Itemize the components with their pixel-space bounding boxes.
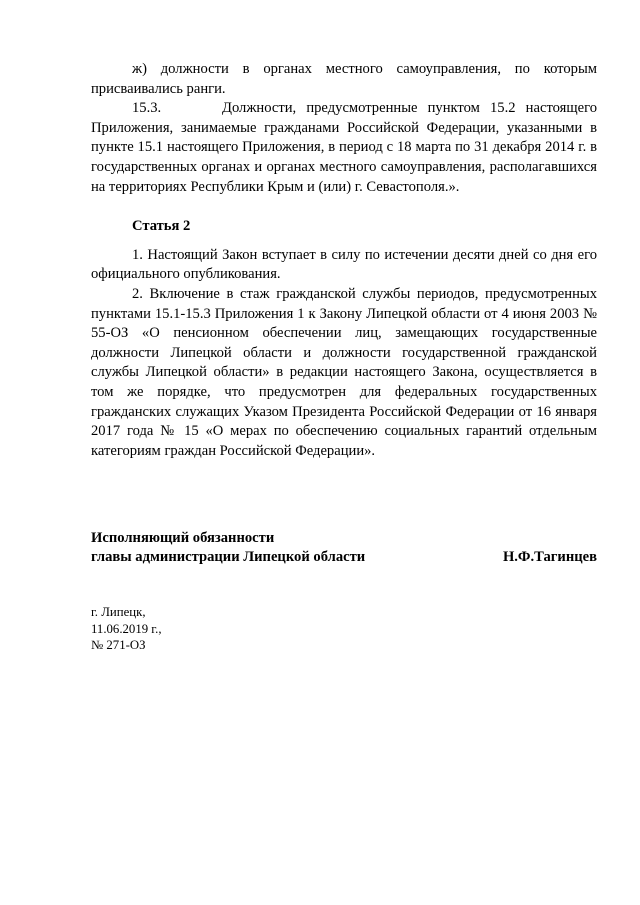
paragraph-item-zh: ж) должности в органах местного самоуправления, по которым присваивались ранги. (91, 61, 597, 97)
article-2-paragraph-1: 1. Настоящий Закон вступает в силу по истечении десяти дней со дня его официального опубликования. (91, 246, 597, 283)
article-2-heading: Статья 2 (132, 218, 191, 235)
signature-block (91, 529, 597, 567)
footer-city: г. Липецк, (91, 605, 146, 620)
footer-date: 11.06.2019 г., (91, 621, 162, 636)
footer-law-number: № 271-ОЗ (91, 638, 146, 653)
article-2-paragraph-2: 2. Включение в стаж гражданской службы периодов, предусмотренных пунктами 15.1-15.3 Приложения 1 к Закону Липецкой области от 4 июня 2003 № 55-ОЗ «О пенсионном обеспечении лиц, замещающих государственные должности Липецкой области и должности государственной гражданской службы Липецкой области» в редакции настоящего Закона, осуществляется в том же порядке, что предусмотрен для федеральных государственных гражданских служащих Указом Президента Российской Федерации от 16 января 2017 года № 15 «О мерах по обеспечению социальных гарантий отдельным категориям граждан Российской Федерации». (91, 285, 597, 459)
signatory-title-line-2: главы администрации Липецкой области (91, 549, 366, 566)
signatory-title-line-1: Исполняющий обязанности (91, 530, 275, 547)
paragraph-item-15-3: 15.3. Должности, предусмотренные пунктом 15.2 настоящего Приложения, занимаемые гражданами Российской Федерации, указанными в пункте 15.1 настоящего Приложения, в период с 18 марта по 31 декабря 2014 г. в государственных органах и органах местного самоуправления, располагавшихся на территориях Республики Крым и (или) г. Севастополя.». (91, 100, 597, 195)
document-footer (91, 604, 597, 654)
document-page (91, 60, 597, 654)
signatory-name: Н.Ф.Тагинцев (502, 549, 597, 566)
